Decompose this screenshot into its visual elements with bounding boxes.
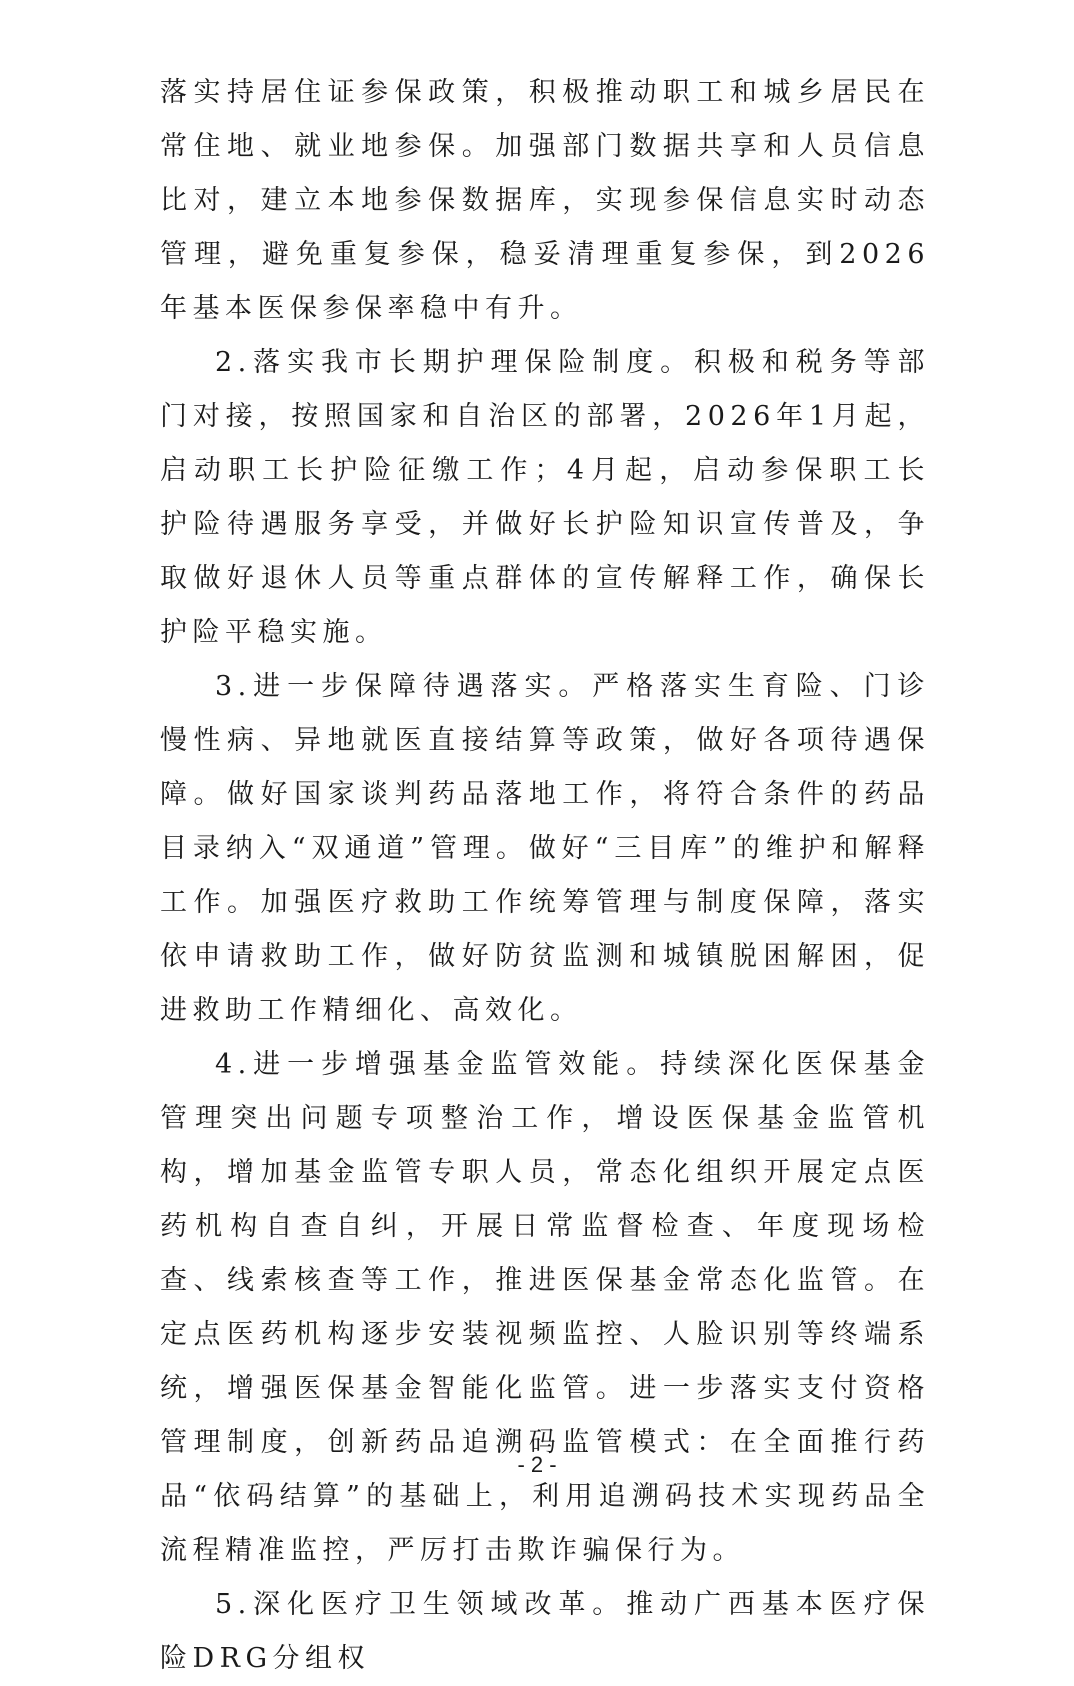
page-number: - 2 - <box>517 1452 557 1477</box>
paragraph-item-3: 3.进一步保障待遇落实。严格落实生育险、门诊慢性病、异地就医直接结算等政策，做好各项待遇保障。做好国家谈判药品落地工作，将符合条件的药品目录纳入“双通道”管理。做好“三目库”的维护和解释工作。加强医疗救助工作统筹管理与制度保障，落实依申请救助工作，做好防贫监测和城镇脱困解困，促进救助工作精细化、高效化。 <box>160 671 930 1026</box>
paragraph-item-2: 2.落实我市长期护理保险制度。积极和税务等部门对接，按照国家和自治区的部署，2026年1月起，启动职工长护险征缴工作；4月起，启动参保职工长护险待遇服务享受，并做好长护险知识宣传普及，争取做好退休人员等重点群体的宣传解释工作，确保长护险平稳实施。 <box>160 347 930 648</box>
paragraph-continuation: 落实持居住证参保政策，积极推动职工和城乡居民在常住地、就业地参保。加强部门数据共享和人员信息比对，建立本地参保数据库，实现参保信息实时动态管理，避免重复参保，稳妥清理重复参保，到2026年基本医保参保率稳中有升。 <box>160 77 930 324</box>
paragraph-item-4: 4.进一步增强基金监管效能。持续深化医保基金管理突出问题专项整治工作，增设医保基金监管机构，增加基金监管专职人员，常态化组织开展定点医药机构自查自纠，开展日常监督检查、年度现场检查、线索核查等工作，推进医保基金常态化监管。在定点医药机构逐步安装视频监控、人脸识别等终端系统，增强医保基金智能化监管。进一步落实支付资格管理制度，创新药品追溯码监管模式：在全面推行药品“依码结算”的基础上，利用追溯码技术实现药品全流程精准监控，严厉打击欺诈骗保行为。 <box>160 1049 930 1566</box>
document-body <box>160 66 930 1686</box>
paragraph-item-5: 5.深化医疗卫生领域改革。推动广西基本医疗保险DRG分组权 <box>160 1589 930 1674</box>
